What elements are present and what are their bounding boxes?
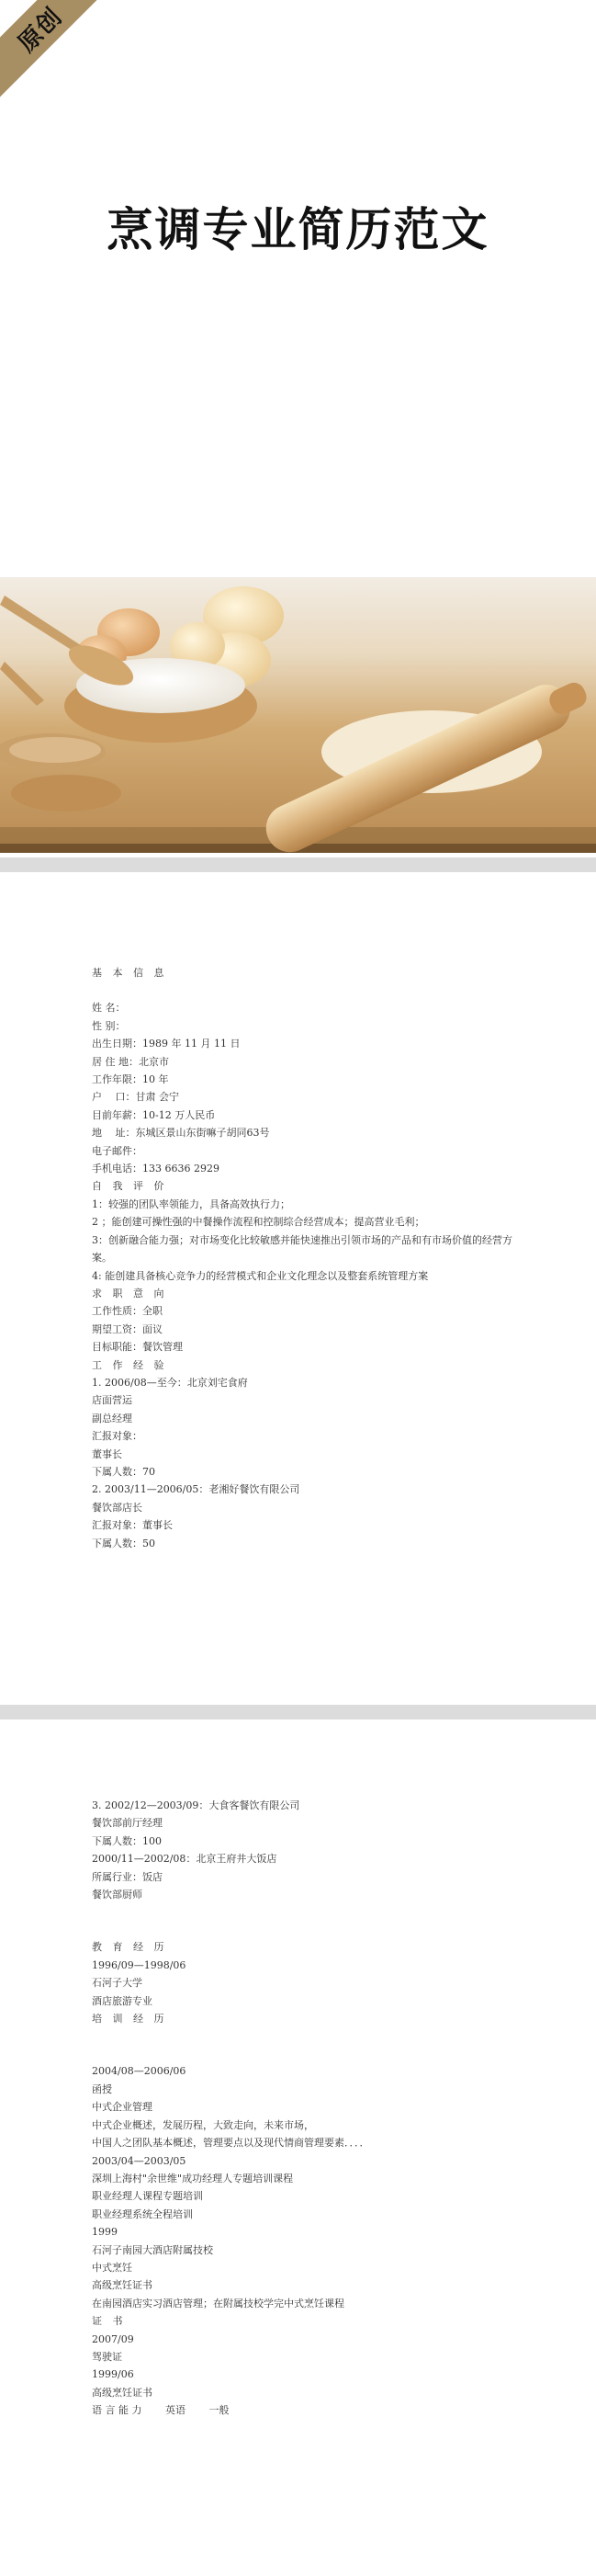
- blank-line: [92, 2027, 523, 2045]
- edu-line: 石河子大学: [92, 1977, 142, 1990]
- section-heading-training: 培 训 经 历: [92, 2013, 168, 2026]
- cover-photo: [0, 577, 596, 853]
- cover-title: 烹调专业简历范文: [107, 203, 489, 256]
- self-eval-item: 2 ；能创建可操性强的中餐操作流程和控制综合经营成本；提高营业毛利；: [92, 1216, 425, 1229]
- field-expected-salary: 期望工资：面议: [92, 1322, 163, 1335]
- work-line: 餐饮部前厅经理: [92, 1817, 163, 1830]
- resume-page-1: [0, 872, 596, 1705]
- work-line: 下属人数：50: [92, 1537, 155, 1549]
- work-line: 餐饮部厨师: [92, 1889, 142, 1901]
- self-eval-item: 4: 能创建具备核心竞争力的经营模式和企业文化理念以及整套系统管理方案: [92, 1269, 429, 1282]
- edu-line: 酒店旅游专业: [92, 1994, 152, 2007]
- field-birthdate: 出生日期：1989 年 11 月 11 日: [92, 1038, 241, 1050]
- field-residence: 居 住 地：北京市: [92, 1055, 169, 1068]
- field-phone: 手机电话：133 6636 2929: [92, 1163, 219, 1175]
- work-line: 汇报对象：董事长: [92, 1519, 173, 1532]
- section-heading-work-experience: 工 作 经 验: [92, 1358, 168, 1371]
- section-heading-job-intention: 求 职 意 向: [92, 1287, 168, 1299]
- work-line: 2000/11—2002/08：北京王府井大饭店: [92, 1853, 277, 1866]
- field-work-years: 工作年限：10 年: [92, 1073, 169, 1086]
- section-heading-certificates: 证 书: [92, 2315, 127, 2328]
- section-heading-basic-info: 基 本 信 息: [92, 967, 168, 979]
- work-line: 下属人数：70: [92, 1465, 155, 1478]
- work-line: 1. 2006/08—至今：北京刘宅食府: [92, 1376, 248, 1389]
- cert-line: 驾驶证: [92, 2350, 122, 2363]
- work-line: 副总经理: [92, 1412, 132, 1424]
- self-eval-item: 1：较强的团队率领能力，具备高效执行力；: [92, 1197, 290, 1210]
- resume-body-2: [92, 1797, 523, 2420]
- self-eval-item: 3：创新融合能力强；对市场变化比较敏感并能快速推出引领市场的产品和有市场价值的经营方案。: [92, 1233, 512, 1265]
- field-target-function: 目标职能：餐饮管理: [92, 1341, 183, 1354]
- page-separator: [0, 857, 596, 872]
- field-name: 姓 名：: [92, 1002, 126, 1015]
- cert-line: 2007/09: [92, 2332, 134, 2345]
- field-hukou: 户 口：甘肃 会宁: [92, 1091, 179, 1104]
- work-line: 餐饮部店长: [92, 1501, 142, 1514]
- page-separator: [0, 1705, 596, 1719]
- training-line: 深圳上海村"余世维"成功经理人专题培训课程: [92, 2172, 294, 2184]
- training-line: 2004/08—2006/06: [92, 2065, 186, 2078]
- training-line: 职业经理人课程专题培训: [92, 2190, 203, 2203]
- training-line: 函授: [92, 2082, 112, 2095]
- work-line: 董事长: [92, 1447, 122, 1460]
- section-heading-self-evaluation: 自 我 评 价: [92, 1180, 168, 1193]
- resume-body-1: [92, 964, 523, 1552]
- language-line: 语 言 能 力 英语 一般: [92, 2404, 230, 2417]
- training-line: 中式烹饪: [92, 2261, 132, 2274]
- training-line: 在南园酒店实习酒店管理；在附属技校学完中式烹饪课程: [92, 2297, 344, 2309]
- cert-line: 1999/06: [92, 2368, 134, 2381]
- training-line: 1999: [92, 2226, 118, 2239]
- work-line: 汇报对象：: [92, 1430, 142, 1443]
- field-email: 电子邮件：: [92, 1144, 142, 1157]
- edu-line: 1996/09—1998/06: [92, 1958, 186, 1971]
- section-heading-education: 教 育 经 历: [92, 1941, 168, 1954]
- training-line: 职业经理系统全程培训: [92, 2207, 193, 2220]
- work-line: 下属人数：100: [92, 1834, 162, 1847]
- work-line: 所属行业：饭店: [92, 1870, 163, 1883]
- field-job-type: 工作性质：全职: [92, 1305, 163, 1318]
- original-badge: 原创: [0, 0, 118, 108]
- training-line: 2003/04—2003/05: [92, 2154, 186, 2167]
- blank-line: [92, 982, 523, 999]
- work-line: 店面营运: [92, 1394, 132, 1407]
- cover-page: [0, 0, 596, 857]
- training-line: 中国人之团队基本概述，管理要点以及现代情商管理要素．．．．: [92, 2137, 370, 2150]
- blank-line: [92, 2045, 523, 2062]
- training-line: 高级烹饪证书: [92, 2279, 152, 2292]
- training-line: 中式企业概述，发展历程，大致走向，未来市场，: [92, 2118, 314, 2131]
- work-line: 3. 2002/12—2003/09：大食客餐饮有限公司: [92, 1799, 300, 1811]
- blank-line: [92, 1903, 523, 1921]
- resume-page-2: [0, 1719, 596, 2576]
- training-line: 石河子南园大酒店附属技校: [92, 2243, 213, 2256]
- training-line: 中式企业管理: [92, 2101, 152, 2114]
- cert-line: 高级烹饪证书: [92, 2386, 152, 2399]
- field-salary: 目前年薪：10-12 万人民币: [92, 1108, 216, 1121]
- field-gender: 性 别：: [92, 1019, 126, 1032]
- work-line: 2. 2003/11—2006/05：老湘好餐饮有限公司: [92, 1483, 300, 1496]
- blank-line: [92, 1921, 523, 1938]
- field-address: 地 址：东城区景山东街嘛子胡同63号: [92, 1127, 270, 1140]
